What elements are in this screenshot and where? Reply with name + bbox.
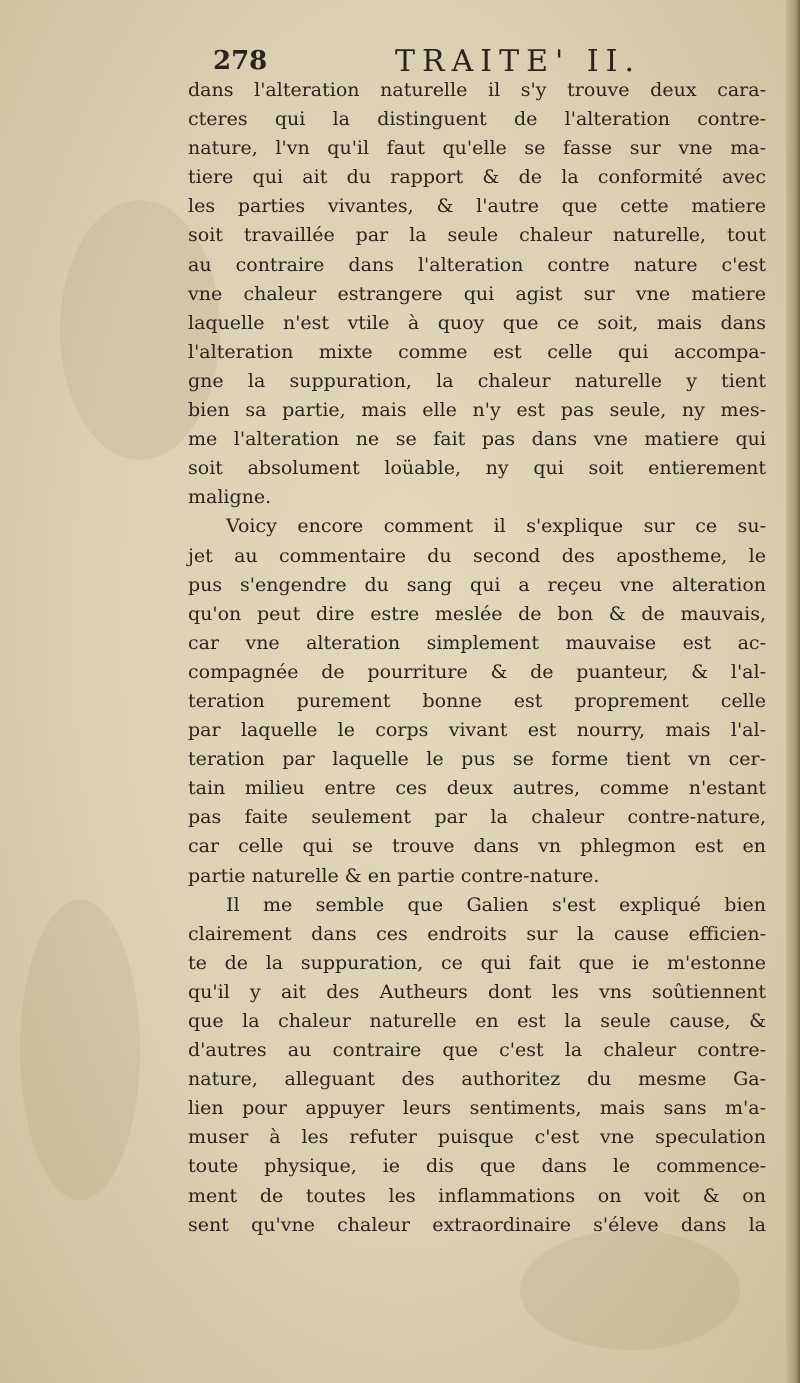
text-line: clairement dans ces endroits sur la cause efficien- — [188, 922, 766, 945]
text-line: qu'il y ait des Autheurs dont les vns soûtiennent — [188, 980, 766, 1003]
text-line: pus s'engendre du sang qui a reçeu vne alteration — [188, 573, 766, 596]
text-line: tiere qui ait du rapport & de la conformité avec — [188, 166, 766, 189]
text-line: ment de toutes les inflammations on voit & on — [188, 1184, 766, 1207]
text-line: par laquelle le corps vivant est nourry, mais l'al- — [188, 719, 766, 742]
text-line: partie naturelle & en partie contre-nature. — [188, 864, 600, 887]
page-number: 278 — [213, 46, 268, 76]
text-line: laquelle n'est vtile à quoy que ce soit, mais dans — [188, 311, 766, 334]
text-line: gne la suppuration, la chaleur naturelle y tient — [188, 369, 766, 392]
body-text — [188, 76, 766, 1240]
text-line: car vne alteration simplement mauvaise est ac- — [188, 631, 766, 654]
text-line: sent qu'vne chaleur extraordinaire s'éleve dans la — [188, 1213, 766, 1236]
text-line: teration purement bonne est proprement celle — [188, 689, 766, 712]
text-line: nature, alleguant des authoritez du mesme Ga- — [188, 1068, 766, 1091]
paper-stain — [520, 1230, 740, 1350]
text-line: cteres qui la distinguent de l'alteration contre- — [188, 108, 766, 131]
text-line: vne chaleur estrangere qui agist sur vne matiere — [188, 282, 766, 305]
text-line: jet au commentaire du second des apostheme, le — [188, 544, 766, 567]
text-line: bien sa partie, mais elle n'y est pas seule, ny mes- — [188, 399, 766, 422]
text-line: soit absolument loüable, ny qui soit entierement — [188, 457, 766, 480]
text-line: soit travaillée par la seule chaleur naturelle, tout — [188, 224, 766, 247]
text-line: les parties vivantes, & l'autre que cette matiere — [188, 195, 766, 218]
text-line: dans l'alteration naturelle il s'y trouve deux cara- — [188, 79, 766, 101]
paper-stain — [20, 900, 140, 1200]
text-line: que la chaleur naturelle en est la seule cause, & — [188, 1010, 766, 1032]
text-line: l'alteration mixte comme est celle qui accompa- — [188, 340, 766, 363]
text-line: compagnée de pourriture & de puanteur, & l'al- — [188, 660, 766, 683]
paragraph-first-line: Voicy encore comment il s'explique sur ce su- — [226, 515, 766, 538]
text-line: pas faite seulement par la chaleur contre-nature, — [188, 806, 766, 829]
text-line: qu'on peut dire estre meslée de bon & de mauvais, — [188, 602, 766, 625]
running-title: TRAITE' II. — [395, 44, 642, 79]
text-line: toute physique, ie dis que dans le commence- — [188, 1155, 766, 1178]
text-line: muser à les refuter puisque c'est vne speculation — [188, 1126, 766, 1149]
text-line: au contraire dans l'alteration contre nature c'est — [188, 253, 766, 276]
text-line: te de la suppuration, ce qui fait que ie m'estonne — [188, 951, 766, 974]
text-line: maligne. — [188, 486, 272, 509]
text-line: nature, l'vn qu'il faut qu'elle se fasse sur vne ma- — [188, 137, 766, 160]
text-line: lien pour appuyer leurs sentiments, mais sans m'a- — [188, 1097, 766, 1120]
text-line: d'autres au contraire que c'est la chaleur contre- — [188, 1039, 766, 1062]
page-gutter-shadow — [786, 0, 800, 1383]
text-line: tain milieu entre ces deux autres, comme n'estant — [188, 777, 766, 800]
text-line: teration par laquelle le pus se forme tient vn cer- — [188, 748, 766, 771]
text-line: car celle qui se trouve dans vn phlegmon est en — [188, 835, 766, 858]
paragraph-first-line: Il me semble que Galien s'est expliqué bien — [226, 893, 766, 916]
text-line: me l'alteration ne se fait pas dans vne matiere qui — [188, 428, 766, 451]
